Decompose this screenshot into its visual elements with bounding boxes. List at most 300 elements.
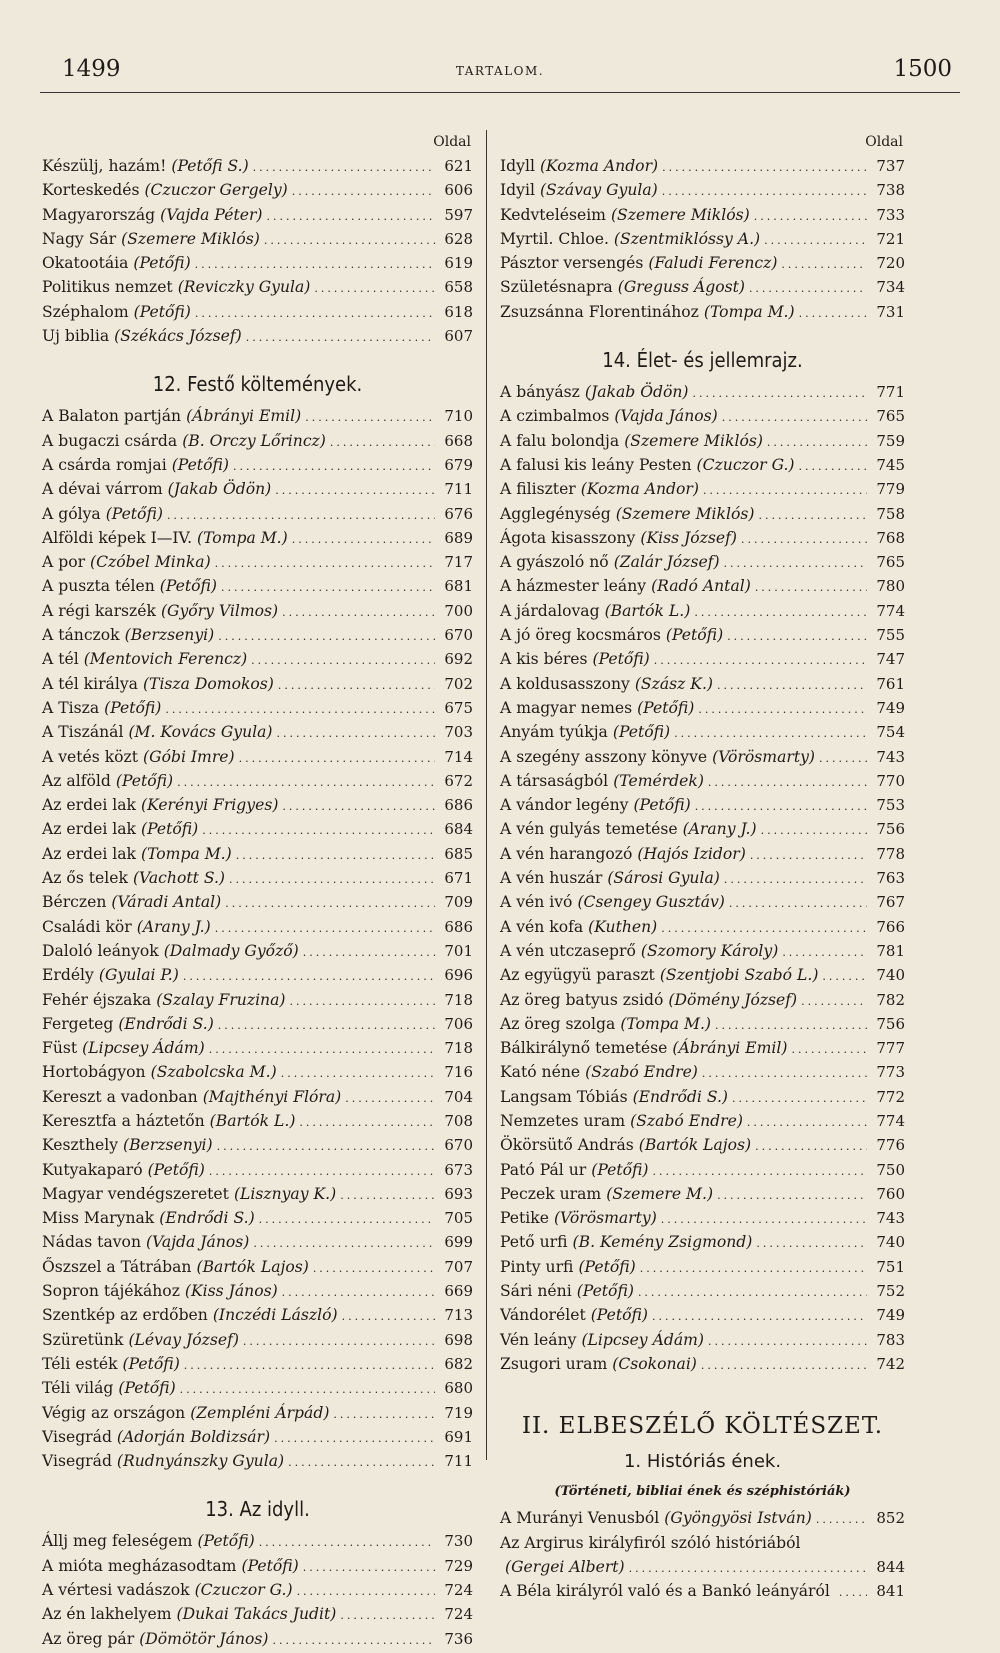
dot-leader	[754, 203, 867, 229]
entry-page: 720	[876, 254, 905, 273]
toc-entry	[42, 526, 473, 550]
dot-leader	[278, 672, 435, 698]
entry-page: 782	[876, 990, 905, 1009]
dot-leader	[727, 623, 867, 649]
toc-entry	[500, 672, 905, 696]
entry-author: (Petőfi)	[105, 504, 163, 523]
dot-leader	[340, 1182, 435, 1208]
toc-entry	[500, 623, 905, 647]
entry-author: (Lipcsey Ádám)	[581, 1330, 704, 1349]
entry-author: (Gyulai P.)	[98, 966, 179, 985]
toc-entry	[500, 1206, 905, 1230]
entry-title: Pató Pál ur	[500, 1160, 587, 1179]
toc-entry	[500, 251, 905, 275]
entry-page: 738	[876, 181, 905, 200]
toc-entry	[500, 1555, 905, 1579]
dot-leader	[292, 178, 435, 204]
entry-page: 708	[444, 1111, 473, 1130]
entry-author: (Kuthen)	[588, 917, 658, 936]
dot-leader	[701, 1352, 867, 1378]
entry-author: (Vachott S.)	[132, 869, 225, 888]
dot-leader	[282, 1279, 435, 1305]
toc-entry	[42, 623, 473, 647]
entry-page: 681	[444, 577, 473, 596]
dot-leader	[274, 1425, 435, 1451]
entry-title: A vén utczaseprő	[500, 941, 636, 960]
entry-title: Bérczen	[42, 893, 107, 912]
toc-entry	[42, 745, 473, 769]
entry-page: 693	[444, 1184, 473, 1203]
toc-entry	[500, 1303, 905, 1327]
entry-title: A por	[42, 553, 86, 572]
toc-entry	[42, 178, 473, 202]
toc-entry	[500, 890, 905, 914]
entry-page: 716	[444, 1063, 473, 1082]
entry-author: (Szemere Miklós)	[624, 431, 763, 450]
toc-entry	[42, 1182, 473, 1206]
entry-author: (Szalay Fruzina)	[156, 990, 286, 1009]
toc-entry	[42, 988, 473, 1012]
toc-entry	[42, 1328, 473, 1352]
entry-author: (Győry Vilmos)	[160, 601, 279, 620]
entry-page: 672	[444, 771, 473, 790]
entry-title: Erdély	[42, 966, 94, 985]
dot-leader	[195, 251, 435, 277]
toc-entry	[42, 939, 473, 963]
dot-leader	[229, 866, 435, 892]
entry-title: A koldusasszony	[500, 674, 630, 693]
dot-leader	[239, 745, 435, 771]
entry-page: 701	[444, 941, 473, 960]
dot-leader	[195, 300, 435, 326]
dot-leader	[330, 429, 435, 455]
entry-author: (Arany J.)	[682, 820, 757, 839]
entry-list	[500, 1506, 905, 1603]
entry-title: A jó öreg kocsmáros	[500, 626, 661, 645]
toc-entry	[500, 1182, 905, 1206]
toc-entry	[500, 1579, 905, 1603]
entry-title: Alföldi képek I—IV.	[42, 528, 193, 547]
dot-leader	[702, 1060, 867, 1086]
toc-entry	[42, 1303, 473, 1327]
entry-title: A vetés közt	[42, 747, 139, 766]
entry-author: (Dalmady Győző)	[163, 941, 299, 960]
toc-entry	[500, 866, 905, 890]
dot-leader	[816, 1506, 867, 1532]
toc-entry	[42, 647, 473, 671]
toc-entry	[42, 817, 473, 841]
dot-leader	[729, 890, 867, 916]
entry-title: Visegrád	[42, 1427, 112, 1446]
dot-leader	[758, 502, 867, 528]
entry-page: 676	[444, 504, 473, 523]
entry-page: 781	[876, 941, 905, 960]
entry-author: (Petőfi)	[171, 455, 229, 474]
entry-page: 621	[444, 157, 473, 175]
toc-entry	[42, 866, 473, 890]
entry-page: 752	[876, 1282, 905, 1301]
toc-entry	[500, 1279, 905, 1303]
dot-leader	[277, 720, 435, 746]
entry-page: 765	[876, 407, 905, 426]
entry-page: 682	[444, 1354, 473, 1373]
entry-title: Agglegénység	[500, 504, 611, 523]
dot-leader	[305, 404, 435, 430]
entry-title: Vén leány	[500, 1330, 577, 1349]
entry-title: Korteskedés	[42, 181, 140, 200]
dot-leader	[218, 1012, 435, 1038]
entry-title: A gyászoló nő	[500, 553, 609, 572]
entry-title: Szentkép az erdőben	[42, 1306, 208, 1325]
toc-entry	[42, 963, 473, 987]
entry-author: (Vörösmarty)	[553, 1209, 657, 1228]
entry-author: (Vajda János)	[614, 407, 718, 426]
toc-entry	[500, 1506, 905, 1530]
entry-title: Visegrád	[42, 1452, 112, 1471]
dot-leader	[253, 154, 435, 180]
entry-page: 713	[444, 1306, 473, 1325]
dot-leader	[259, 1529, 435, 1555]
dot-leader	[233, 453, 435, 479]
entry-page: 779	[876, 480, 905, 499]
entry-author: (Szentmiklóssy A.)	[613, 229, 761, 248]
dot-leader	[272, 1627, 435, 1653]
entry-title: A falusi kis leány Pesten	[500, 455, 692, 474]
entry-page: 740	[876, 1233, 905, 1252]
entry-author: (Lévay József)	[128, 1330, 239, 1349]
entry-title: A vén gulyás temetése	[500, 820, 678, 839]
toc-entry	[42, 1133, 473, 1157]
toc-entry	[500, 154, 905, 178]
dot-leader	[340, 1602, 435, 1628]
entry-author: (B. Kemény Zsigmond)	[572, 1233, 753, 1252]
toc-entry	[500, 526, 905, 550]
entry-author: (Petőfi)	[133, 254, 191, 273]
toc-entry	[42, 793, 473, 817]
left-page-number: 1499	[62, 56, 121, 82]
entry-page: 773	[876, 1063, 905, 1082]
entry-page: 776	[876, 1136, 905, 1155]
toc-entry	[42, 477, 473, 501]
toc-entry	[42, 1085, 473, 1109]
entry-author: (Hajós Izidor)	[637, 844, 746, 863]
entry-page: 607	[444, 327, 473, 346]
toc-entry	[500, 429, 905, 453]
entry-title: A magyar nemes	[500, 698, 633, 717]
entry-author: (Dömötör János)	[139, 1629, 269, 1648]
entry-page: 778	[876, 844, 905, 863]
entry-title: Magyar vendégszeretet	[42, 1184, 229, 1203]
entry-author: (Szász K.)	[634, 674, 713, 693]
entry-page: 711	[444, 480, 473, 499]
entry-author: (Lisznyay K.)	[233, 1184, 337, 1203]
entry-author: (Jakab Ödön)	[167, 480, 272, 499]
entry-title: A csárda romjai	[42, 455, 167, 474]
dot-leader	[289, 988, 435, 1014]
entry-author: (Endrődi S.)	[632, 1087, 729, 1106]
entry-author: (Reviczky Gyula)	[177, 278, 311, 297]
dot-leader	[215, 550, 435, 576]
column-divider	[486, 130, 487, 1460]
oldal-label: Oldal	[865, 134, 903, 150]
entry-page: 760	[876, 1184, 905, 1203]
entry-author: (Petőfi)	[122, 1354, 180, 1373]
entry-page: 763	[876, 869, 905, 888]
dot-leader	[698, 696, 867, 722]
entry-page: 756	[876, 820, 905, 839]
dot-leader	[629, 1555, 867, 1581]
entry-page: 606	[444, 181, 473, 200]
entry-title: A vén huszár	[500, 869, 603, 888]
entry-page: 670	[444, 1136, 473, 1155]
dot-leader	[695, 793, 867, 819]
toc-entry	[500, 574, 905, 598]
entry-title: A házmester leány	[500, 577, 647, 596]
entry-page: 704	[444, 1087, 473, 1106]
entry-page: 743	[876, 1209, 905, 1228]
toc-entry	[42, 1578, 473, 1602]
toc-entry	[42, 1627, 473, 1651]
entry-page: 714	[444, 747, 473, 766]
entry-author: (Vörösmarty)	[712, 747, 815, 766]
entry-page: 756	[876, 1014, 905, 1033]
entry-author: (Petőfi)	[578, 1257, 636, 1276]
toc-entry	[500, 1085, 905, 1109]
entry-author: (Petőfi)	[592, 650, 650, 669]
oldal-label: Oldal	[433, 134, 471, 150]
dot-leader	[640, 1255, 867, 1281]
toc-entry	[500, 178, 905, 202]
dot-leader	[822, 963, 867, 989]
entry-author: (Szomory Károly)	[640, 941, 779, 960]
dot-leader	[345, 1085, 435, 1111]
dot-leader	[221, 574, 435, 600]
dot-leader	[297, 1578, 435, 1604]
entry-title: A Balaton partján	[42, 407, 182, 426]
entry-title: Politikus nemzet	[42, 278, 173, 297]
toc-entry	[42, 1554, 473, 1578]
dot-leader	[225, 890, 435, 916]
entry-author: (Szabolcska M.)	[150, 1063, 277, 1082]
entry-page: 691	[444, 1427, 473, 1446]
toc-entry	[42, 672, 473, 696]
page-header	[40, 52, 960, 93]
entry-author: (Dukai Takács Judit)	[176, 1605, 337, 1624]
entry-page: 755	[876, 626, 905, 645]
dot-leader	[674, 720, 867, 746]
entry-title: Bálkirálynő temetése	[500, 1039, 668, 1058]
entry-title: Langsam Tóbiás	[500, 1087, 628, 1106]
entry-title: A tél	[42, 650, 79, 669]
entry-author: (Ábrányi Emil)	[672, 1039, 788, 1058]
dot-leader	[654, 647, 867, 673]
entry-author: (Váradi Antal)	[111, 893, 222, 912]
dot-leader	[839, 1579, 867, 1605]
dot-leader	[661, 1206, 867, 1232]
entry-title: Pásztor versengés	[500, 254, 644, 273]
entry-page: 754	[876, 723, 905, 742]
entry-title: A járdalovag	[500, 601, 600, 620]
entry-author: (Petőfi)	[637, 698, 695, 717]
dot-leader	[662, 154, 867, 180]
entry-page: 685	[444, 844, 473, 863]
entry-page: 758	[876, 504, 905, 523]
toc-entry	[500, 939, 905, 963]
toc-entry	[42, 404, 473, 428]
toc-entry	[42, 1449, 473, 1473]
entry-author: (Szávay Gyula)	[539, 181, 658, 200]
toc-entry	[500, 793, 905, 817]
dot-leader	[165, 696, 435, 722]
entry-title: A puszta télen	[42, 577, 155, 596]
entry-author: (Petőfi)	[197, 1532, 255, 1551]
toc-entry	[42, 1425, 473, 1449]
toc-entry	[500, 963, 905, 987]
entry-author: (Tompa M.)	[141, 844, 232, 863]
entry-title: A vén harangozó	[500, 844, 633, 863]
entry-title: Myrtil. Chloe.	[500, 229, 609, 248]
entry-author: (Petőfi)	[159, 577, 217, 596]
entry-author: (M. Kovács Gyula)	[128, 723, 273, 742]
entry-author: (Kiss József)	[640, 528, 737, 547]
entry-page: 686	[444, 796, 473, 815]
dot-leader	[801, 988, 867, 1014]
entry-author: (Rudnyánszky Gyula)	[116, 1452, 285, 1471]
entry-list	[42, 1529, 473, 1650]
entry-title: Anyám tyúkja	[500, 723, 608, 742]
dot-leader	[781, 251, 867, 277]
entry-title: Peczek uram	[500, 1184, 602, 1203]
entry-title: Miss Marynak	[42, 1209, 155, 1228]
entry-list	[500, 380, 905, 1376]
toc-entry	[500, 1036, 905, 1060]
dot-leader	[764, 227, 867, 253]
toc-entry	[42, 154, 473, 178]
entry-page: 669	[444, 1282, 473, 1301]
dot-leader	[275, 477, 435, 503]
toc-entry	[500, 502, 905, 526]
entry-list	[42, 154, 473, 348]
entry-author: (Székács József)	[114, 327, 242, 346]
section-heading: 12. Festő költemények.	[152, 372, 363, 397]
toc-entry	[500, 720, 905, 744]
entry-author: (Bartók Lajos)	[196, 1257, 309, 1276]
toc-entry	[42, 890, 473, 914]
entry-title: Kató néne	[500, 1063, 581, 1082]
dot-leader	[692, 380, 867, 406]
entry-title: A kis béres	[500, 650, 588, 669]
entry-page: 710	[444, 407, 473, 426]
dot-leader	[767, 429, 867, 455]
toc-entry	[500, 1230, 905, 1254]
dot-leader	[755, 1133, 867, 1159]
entry-page: 768	[876, 528, 905, 547]
entry-title: Végig az országon	[42, 1403, 186, 1422]
entry-title: A tél királya	[42, 674, 138, 693]
entry-title: A bányász	[500, 383, 580, 402]
entry-page: 844	[876, 1557, 905, 1576]
entry-author: (Vajda Péter)	[160, 205, 263, 224]
entry-title: Ökörsütő András	[500, 1136, 634, 1155]
entry-page: 670	[444, 626, 473, 645]
dot-leader	[791, 1036, 867, 1062]
dot-leader	[217, 1133, 435, 1159]
entry-title: A Tiszánál	[42, 723, 124, 742]
entry-author: (Petőfi)	[133, 302, 191, 321]
toc-entry	[42, 1376, 473, 1400]
toc-entry	[42, 275, 473, 299]
entry-title: Az erdei lak	[42, 844, 137, 863]
dot-leader	[251, 647, 435, 673]
entry-title: Keresztfa a háztetőn	[42, 1111, 205, 1130]
toc-entry	[500, 380, 905, 404]
toc-entry	[42, 1279, 473, 1303]
dot-leader	[749, 275, 867, 301]
entry-title: Az ős telek	[42, 869, 128, 888]
entry-title: Kedvteléseim	[500, 205, 606, 224]
running-title: TARTALOM.	[455, 64, 545, 78]
toc-entry	[500, 745, 905, 769]
entry-list	[42, 404, 473, 1473]
entry-title: Az Argirus királyfiról szóló históriából	[500, 1533, 801, 1552]
entry-author: (Czuczor G.)	[696, 455, 795, 474]
entry-title: Hortobágyon	[42, 1063, 146, 1082]
entry-page: 703	[444, 723, 473, 742]
entry-author: (Szemere M.)	[606, 1184, 714, 1203]
toc-entry	[500, 1531, 905, 1555]
entry-author: (Csokonai)	[612, 1354, 697, 1373]
part-heading: II. ELBESZÉLŐ KÖLTÉSZET.	[521, 1413, 884, 1440]
toc-entry	[500, 203, 905, 227]
toc-entry	[500, 550, 905, 574]
entry-title: Idyll	[500, 157, 535, 175]
entry-page: 689	[444, 528, 473, 547]
right-page-number: 1500	[893, 56, 952, 82]
entry-title: A gólya	[42, 504, 101, 523]
entry-title: A vén ivó	[500, 893, 573, 912]
toc-entry	[42, 842, 473, 866]
entry-page: 783	[876, 1330, 905, 1349]
dot-leader	[652, 1303, 867, 1329]
toc-entry	[500, 647, 905, 671]
subsection-note: (Történeti, bibliai ének és széphistóriák)	[554, 1484, 851, 1500]
dot-leader	[782, 939, 867, 965]
entry-author: (Inczédi László)	[212, 1306, 338, 1325]
entry-page: 771	[876, 383, 905, 402]
dot-leader	[267, 203, 436, 229]
entry-author: (Berzsenyi)	[124, 626, 215, 645]
entry-author: (Zalár József)	[613, 553, 720, 572]
entry-page: 731	[876, 302, 905, 321]
toc-entry	[42, 203, 473, 227]
entry-author: (Adorján Boldizsár)	[116, 1427, 271, 1446]
entry-author: (Zempléni Árpád)	[190, 1403, 330, 1422]
entry-page: 679	[444, 455, 473, 474]
entry-author: (Greguss Ágost)	[617, 278, 745, 297]
entry-author: (Szabó Endre)	[585, 1063, 698, 1082]
entry-title: Téli világ	[42, 1379, 114, 1398]
entry-page: 721	[876, 229, 905, 248]
entry-title: Az öreg pár	[42, 1629, 135, 1648]
entry-author: (Radó Antal)	[651, 577, 751, 596]
entry-page: 692	[444, 650, 473, 669]
entry-author: (B. Orczy Lőrincz)	[182, 431, 326, 450]
dot-leader	[209, 1158, 435, 1184]
dot-leader	[755, 574, 867, 600]
toc-entry	[42, 227, 473, 251]
entry-page: 724	[444, 1605, 473, 1624]
toc-entry	[42, 324, 473, 348]
